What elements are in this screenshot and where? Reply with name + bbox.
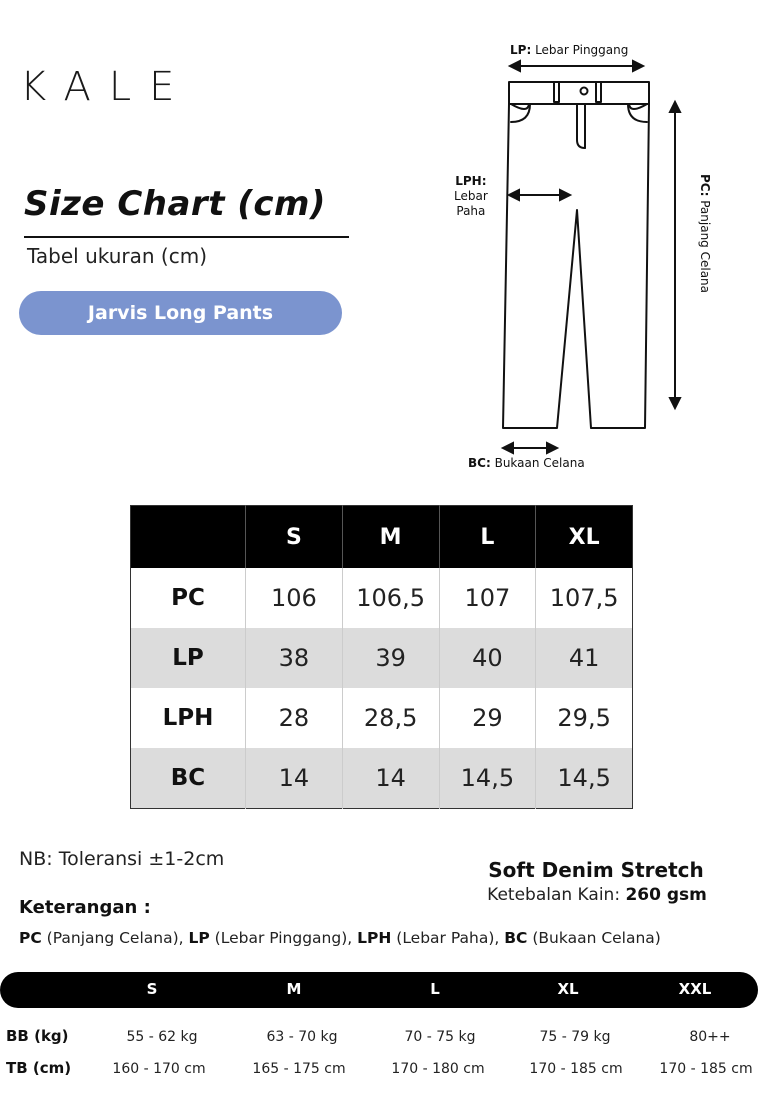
height-value: 160 - 170 cm [112,1061,206,1077]
bc-label: BC: Bukaan Celana [468,456,585,470]
fit-size-header: M [286,980,302,998]
row-label: LPH [162,705,214,731]
row-label: PC [171,585,205,611]
table-header-corner [131,506,246,569]
table-cell: 29,5 [536,688,633,748]
row-label: BC [131,748,246,809]
lph-label: LPH: Lebar Paha [454,174,488,218]
pants-measurement-diagram [440,30,762,480]
lp-label: LP: Lebar Pinggang [510,43,629,57]
table-cell: 28,5 [342,688,439,748]
table-cell: 41 [536,628,633,688]
weight-value: 70 - 75 kg [404,1029,476,1045]
product-name-badge: Jarvis Long Pants [19,291,342,335]
height-value: 170 - 185 cm [529,1061,623,1077]
table-cell: 14 [246,748,343,809]
height-value: 170 - 185 cm [659,1061,753,1077]
table-header-row [131,506,633,569]
height-row-label: TB (cm) [6,1059,72,1077]
table-cell: 28 [246,688,343,748]
legend-title: Keterangan : [19,897,151,918]
pc-label: PC: Panjang Celana [698,174,712,294]
table-row [131,748,633,809]
fit-size-header: XL [557,980,579,998]
height-value: 165 - 175 cm [252,1061,346,1077]
table-cell: 38 [246,628,343,688]
table-header-cell: S [246,506,343,569]
table-cell: 107 [439,568,536,628]
title-underline [24,236,349,238]
table-cell: 29 [439,688,536,748]
table-row [131,688,633,748]
weight-value: 55 - 62 kg [126,1029,198,1045]
fit-size-header: XXL [678,980,712,998]
table-cell: 14,5 [439,748,536,809]
page-title: Size Chart (cm) [24,184,326,224]
table-row [131,568,633,628]
weight-value: 80++ [689,1029,731,1045]
table-cell: 106,5 [342,568,439,628]
table-cell: 14 [342,748,439,809]
table-header-cell: M [342,506,439,569]
page-subtitle: Tabel ukuran (cm) [27,244,207,268]
weight-value: 75 - 79 kg [539,1029,611,1045]
brand-logo: KALE [20,64,193,110]
size-chart-table [130,505,633,809]
table-row [131,628,633,688]
weight-row-label: BB (kg) [6,1027,69,1045]
table-header-cell: L [439,506,536,569]
tolerance-note: NB: Toleransi ±1-2cm [19,848,225,870]
fit-size-header: S [146,980,158,998]
table-header-cell: XL [536,506,633,569]
table-cell: 40 [439,628,536,688]
table-cell: 14,5 [536,748,633,809]
height-value: 170 - 180 cm [391,1061,485,1077]
legend-abbreviations: PC (Panjang Celana), LP (Lebar Pinggang), LPH (Lebar Paha), BC (Bukaan Celana) [19,929,661,947]
pants-outline-icon [440,30,762,480]
row-label: LP [131,628,246,688]
fit-size-header: L [430,980,440,998]
table-cell: 39 [342,628,439,688]
fabric-name: Soft Denim Stretch [488,858,704,882]
weight-value: 63 - 70 kg [266,1029,338,1045]
table-cell: 107,5 [536,568,633,628]
fabric-thickness: Ketebalan Kain: 260 gsm [487,885,707,905]
table-cell: 106 [246,568,343,628]
